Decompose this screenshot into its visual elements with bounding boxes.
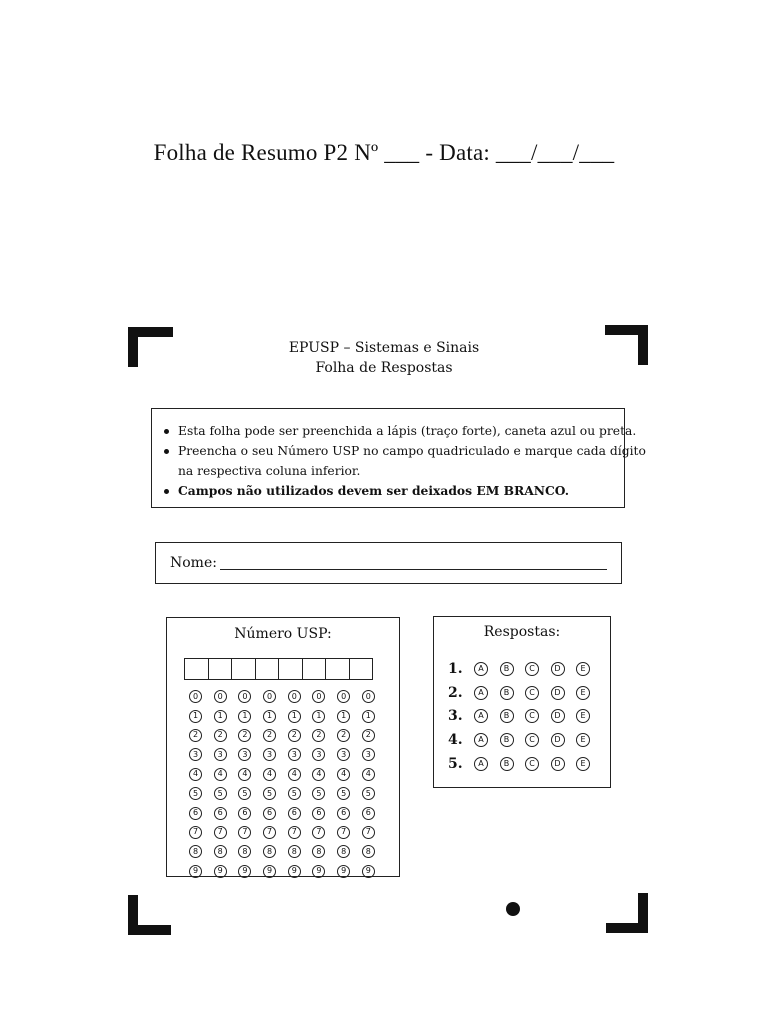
usp-digit-bubble[interactable]: 9	[214, 865, 227, 878]
usp-digit-bubble[interactable]: 3	[263, 748, 276, 761]
usp-digit-bubble[interactable]: 4	[337, 768, 350, 781]
instruction-item-continuation: na respectiva coluna inferior.	[178, 464, 361, 478]
usp-digit-bubble[interactable]: 4	[288, 768, 301, 781]
usp-digit-bubble[interactable]: 6	[362, 807, 375, 820]
usp-digit-bubble[interactable]: 8	[189, 845, 202, 858]
usp-digit-bubble[interactable]: 7	[238, 826, 251, 839]
usp-digit-bubble[interactable]: 2	[362, 729, 375, 742]
usp-digit-bubble[interactable]: 0	[337, 690, 350, 703]
answers-heading: Respostas:	[483, 624, 561, 640]
usp-digit-bubble[interactable]: 3	[362, 748, 375, 761]
instruction-item: Esta folha pode ser preenchida a lápis (traço forte), caneta azul ou preta.	[164, 421, 614, 441]
usp-digit-row	[189, 765, 387, 784]
usp-digit-bubble[interactable]: 7	[189, 826, 202, 839]
usp-digit-row	[189, 726, 387, 745]
answer-option-bubble[interactable]: E	[576, 733, 590, 747]
usp-number-heading: Número USP:	[234, 626, 332, 642]
usp-digit-row	[189, 823, 387, 842]
usp-number-box	[166, 617, 400, 877]
usp-digit-bubble[interactable]: 4	[312, 768, 325, 781]
usp-digit-bubble[interactable]: 8	[362, 845, 375, 858]
usp-digit-bubble[interactable]: 7	[312, 826, 325, 839]
usp-digit-bubble[interactable]: 1	[238, 710, 251, 723]
usp-digit-bubble[interactable]: 7	[214, 826, 227, 839]
answer-option-bubble[interactable]: A	[474, 757, 488, 771]
usp-digit-bubble[interactable]: 0	[288, 690, 301, 703]
usp-digit-bubble[interactable]: 8	[214, 845, 227, 858]
usp-digit-bubble[interactable]: 7	[362, 826, 375, 839]
usp-digit-bubble[interactable]: 1	[263, 710, 276, 723]
usp-digit-row	[189, 706, 387, 725]
usp-digit-bubble[interactable]: 2	[263, 729, 276, 742]
answer-option-bubble[interactable]: C	[525, 757, 539, 771]
usp-digit-cell[interactable]	[184, 658, 209, 680]
usp-digit-bubble[interactable]: 5	[288, 787, 301, 800]
usp-digit-bubble[interactable]: 8	[288, 845, 301, 858]
usp-digit-row	[189, 687, 387, 706]
instruction-item: Preencha o seu Número USP no campo quadriculado e marque cada dígito	[164, 441, 614, 461]
usp-digit-bubble[interactable]: 0	[189, 690, 202, 703]
usp-bubble-grid	[189, 687, 387, 881]
usp-digit-bubble[interactable]: 7	[337, 826, 350, 839]
answer-option-bubble[interactable]: C	[525, 662, 539, 676]
usp-digit-cell[interactable]	[302, 658, 327, 680]
usp-digit-cell[interactable]	[255, 658, 280, 680]
usp-digit-bubble[interactable]: 2	[189, 729, 202, 742]
answer-option-bubble[interactable]: A	[474, 709, 488, 723]
usp-digit-bubble[interactable]: 9	[288, 865, 301, 878]
answer-option-bubble[interactable]: E	[576, 662, 590, 676]
answer-option-bubble[interactable]: A	[474, 662, 488, 676]
answer-option-bubble[interactable]: A	[474, 686, 488, 700]
usp-digit-cell[interactable]	[278, 658, 303, 680]
usp-digit-bubble[interactable]: 8	[312, 845, 325, 858]
usp-digit-bubble[interactable]: 8	[238, 845, 251, 858]
usp-digit-bubble[interactable]: 6	[214, 807, 227, 820]
usp-digit-bubble[interactable]: 3	[238, 748, 251, 761]
usp-digit-bubble[interactable]: 5	[238, 787, 251, 800]
question-number: 1.	[448, 660, 463, 677]
sheet-header-title: Folha de Resumo P2 Nº ___ - Data: ___/___/___	[153, 140, 615, 165]
usp-digit-bubble[interactable]: 0	[312, 690, 325, 703]
answer-rows	[448, 657, 602, 776]
usp-digit-bubble[interactable]: 6	[189, 807, 202, 820]
usp-digit-bubble[interactable]: 7	[263, 826, 276, 839]
usp-digit-bubble[interactable]: 9	[263, 865, 276, 878]
usp-digit-bubble[interactable]: 6	[312, 807, 325, 820]
usp-digit-bubble[interactable]: 5	[189, 787, 202, 800]
usp-digit-row	[189, 784, 387, 803]
usp-digit-bubble[interactable]: 3	[312, 748, 325, 761]
answer-row	[448, 657, 602, 681]
usp-digit-bubble[interactable]: 2	[214, 729, 227, 742]
question-number: 3.	[448, 708, 463, 725]
usp-digit-bubble[interactable]: 1	[214, 710, 227, 723]
usp-digit-row	[189, 803, 387, 822]
usp-digit-bubble[interactable]: 1	[337, 710, 350, 723]
usp-digit-cell[interactable]	[349, 658, 374, 680]
usp-digit-row	[189, 745, 387, 764]
usp-digit-bubble[interactable]: 4	[362, 768, 375, 781]
usp-digit-bubble[interactable]: 3	[337, 748, 350, 761]
usp-digit-bubble[interactable]: 3	[189, 748, 202, 761]
answers-box	[433, 616, 611, 788]
sheet-subtitle: Folha de Respostas	[315, 360, 453, 376]
usp-digit-bubble[interactable]: 0	[238, 690, 251, 703]
answer-option-bubble[interactable]: B	[500, 733, 514, 747]
usp-digit-bubble[interactable]: 8	[337, 845, 350, 858]
usp-digit-bubble[interactable]: 9	[337, 865, 350, 878]
usp-digit-bubble[interactable]: 6	[337, 807, 350, 820]
answer-option-bubble[interactable]: B	[500, 662, 514, 676]
usp-digit-cell[interactable]	[325, 658, 350, 680]
answer-option-bubble[interactable]: D	[551, 709, 565, 723]
usp-digit-bubble[interactable]: 6	[238, 807, 251, 820]
usp-digit-bubble[interactable]: 0	[214, 690, 227, 703]
answer-option-bubble[interactable]: D	[551, 662, 565, 676]
usp-digit-bubble[interactable]: 4	[263, 768, 276, 781]
answer-option-bubble[interactable]: D	[551, 757, 565, 771]
usp-digit-bubble[interactable]: 1	[189, 710, 202, 723]
question-number: 5.	[448, 756, 463, 773]
usp-digit-bubble[interactable]: 1	[362, 710, 375, 723]
question-number: 2.	[448, 684, 463, 701]
answer-option-bubble[interactable]: A	[474, 733, 488, 747]
usp-digit-bubble[interactable]: 2	[238, 729, 251, 742]
name-label: Nome:	[170, 555, 217, 571]
usp-digit-bubble[interactable]: 6	[288, 807, 301, 820]
answer-option-bubble[interactable]: B	[500, 686, 514, 700]
answer-option-bubble[interactable]: B	[500, 709, 514, 723]
answer-option-bubble[interactable]: E	[576, 686, 590, 700]
usp-digit-bubble[interactable]: 4	[238, 768, 251, 781]
usp-digit-row	[189, 842, 387, 861]
usp-digit-bubble[interactable]: 5	[263, 787, 276, 800]
usp-digit-bubble[interactable]: 4	[189, 768, 202, 781]
usp-digit-bubble[interactable]: 0	[263, 690, 276, 703]
instruction-item-bold: Campos não utilizados devem ser deixados EM BRANCO.	[164, 481, 614, 501]
usp-digit-row	[189, 862, 387, 881]
answer-option-bubble[interactable]: E	[576, 709, 590, 723]
usp-digit-bubble[interactable]: 2	[337, 729, 350, 742]
answer-option-bubble[interactable]: C	[525, 686, 539, 700]
registration-dot	[506, 902, 520, 916]
usp-digit-bubble[interactable]: 5	[337, 787, 350, 800]
institution-title: EPUSP – Sistemas e Sinais	[288, 340, 480, 356]
usp-digit-bubble[interactable]: 1	[288, 710, 301, 723]
usp-digit-cell[interactable]	[208, 658, 233, 680]
usp-digit-bubble[interactable]: 7	[288, 826, 301, 839]
usp-digit-cells	[185, 658, 373, 680]
usp-digit-bubble[interactable]: 9	[312, 865, 325, 878]
answer-option-bubble[interactable]: D	[551, 686, 565, 700]
name-input-line[interactable]	[220, 569, 607, 570]
name-field-box	[155, 542, 622, 584]
instructions-box	[151, 408, 646, 508]
answer-row	[448, 681, 602, 705]
usp-digit-bubble[interactable]: 3	[214, 748, 227, 761]
usp-digit-bubble[interactable]: 4	[214, 768, 227, 781]
answer-row	[448, 728, 602, 752]
question-number: 4.	[448, 732, 463, 749]
usp-digit-bubble[interactable]: 1	[312, 710, 325, 723]
answer-option-bubble[interactable]: C	[525, 709, 539, 723]
answer-row	[448, 752, 602, 776]
usp-digit-bubble[interactable]: 8	[263, 845, 276, 858]
usp-digit-bubble[interactable]: 6	[263, 807, 276, 820]
answer-option-bubble[interactable]: C	[525, 733, 539, 747]
usp-digit-bubble[interactable]: 2	[312, 729, 325, 742]
usp-digit-bubble[interactable]: 9	[238, 865, 251, 878]
answer-option-bubble[interactable]: B	[500, 757, 514, 771]
answer-option-bubble[interactable]: E	[576, 757, 590, 771]
answer-option-bubble[interactable]: D	[551, 733, 565, 747]
usp-digit-bubble[interactable]: 5	[214, 787, 227, 800]
usp-digit-bubble[interactable]: 2	[288, 729, 301, 742]
usp-digit-bubble[interactable]: 0	[362, 690, 375, 703]
usp-digit-bubble[interactable]: 9	[362, 865, 375, 878]
usp-digit-bubble[interactable]: 3	[288, 748, 301, 761]
usp-digit-cell[interactable]	[231, 658, 256, 680]
usp-digit-bubble[interactable]: 5	[312, 787, 325, 800]
usp-digit-bubble[interactable]: 9	[189, 865, 202, 878]
answer-row	[448, 705, 602, 729]
usp-digit-bubble[interactable]: 5	[362, 787, 375, 800]
